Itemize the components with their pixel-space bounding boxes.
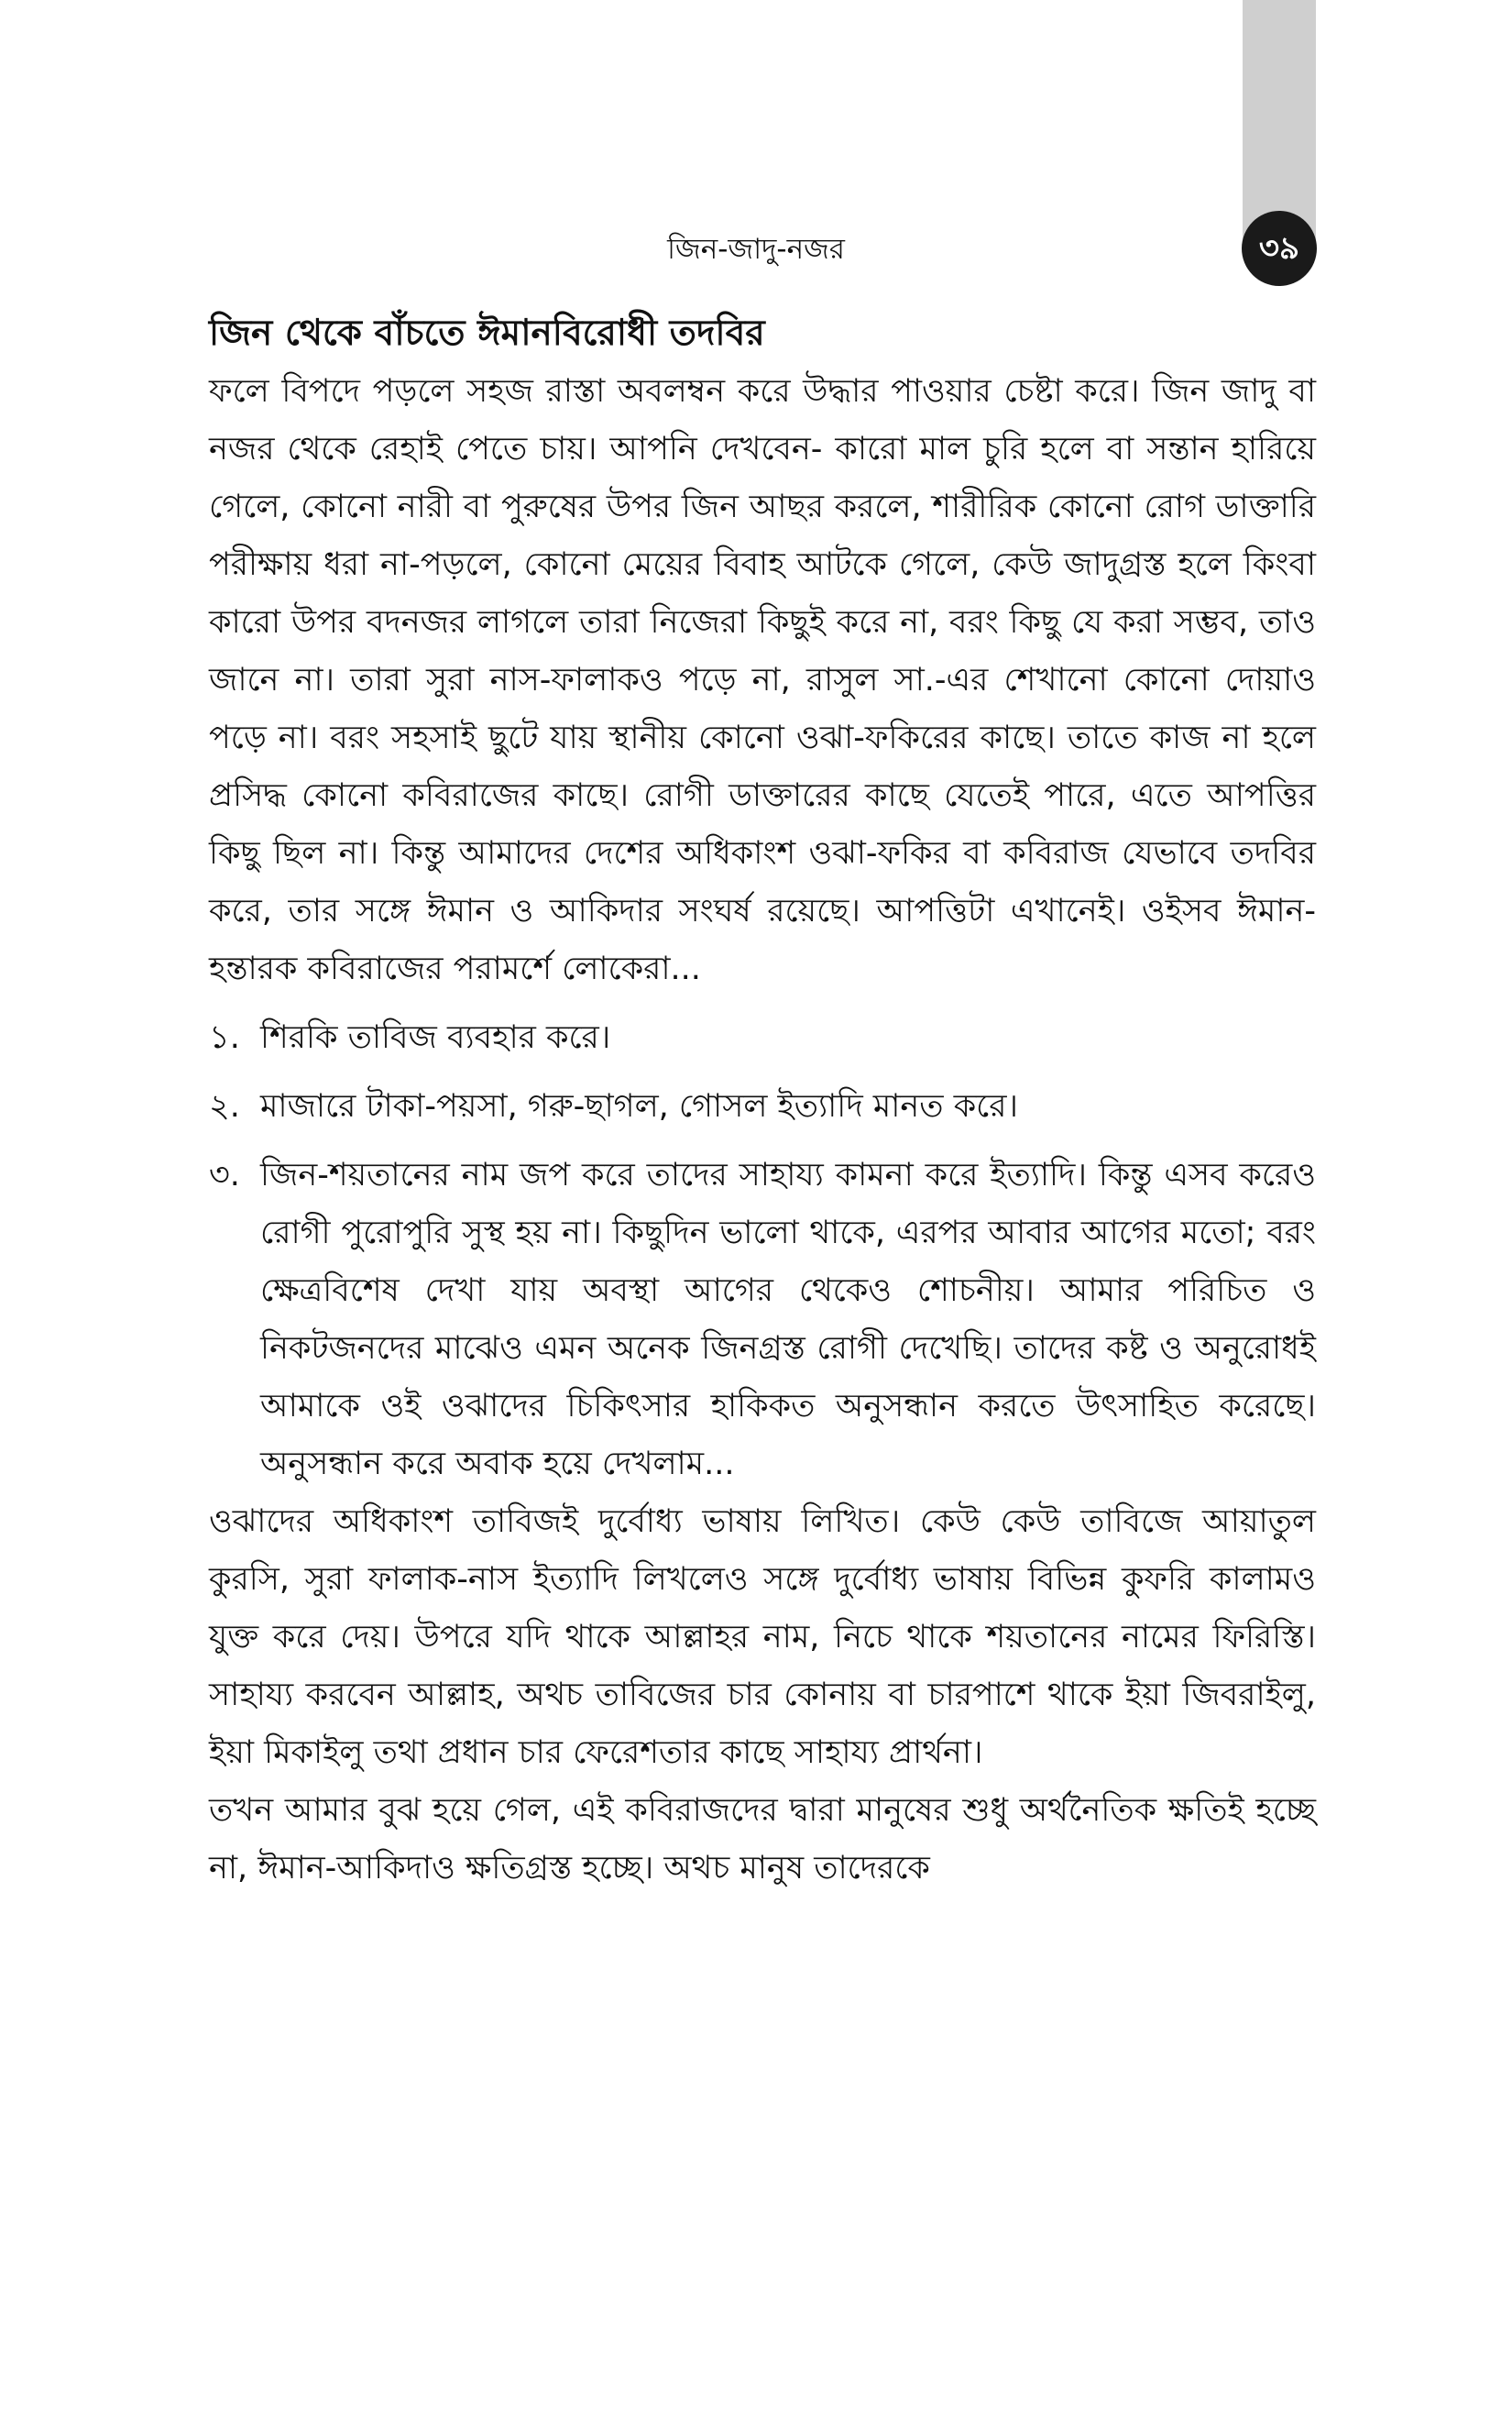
closing-paragraph: তখন আমার বুঝ হয়ে গেল, এই কবিরাজদের দ্বারা মানুষের শুধু অর্থনৈতিক ক্ষতিই হচ্ছে না, ঈমান-আকিদাও ক্ষতিগ্রস্ত হচ্ছে। অথচ মানুষ তাদেরকে	[209, 1792, 1316, 1886]
section-title: জিন থেকে বাঁচতে ঈমানবিরোধী তদবির	[209, 313, 765, 354]
running-head: জিন-জাদু-নজর	[667, 233, 845, 266]
list-text: শিরকি তাবিজ ব্যবহার করে।	[260, 1019, 611, 1056]
intro-paragraph: ফলে বিপদে পড়লে সহজ রাস্তা অবলম্বন করে উদ্ধার পাওয়ার চেষ্টা করে। জিন জাদু বা নজর থেকে রেহাই পেতে চায়। আপনি দেখবেন- কারো মাল চুরি হলে বা সন্তান হারিয়ে গেলে, কোনো নারী বা পুরুষের উপর জিন আছর করলে, শারীরিক কোনো রোগ ডাক্তারি পরীক্ষায় ধরা না-পড়লে, কোনো মেয়ের বিবাহ আটকে গেলে, কেউ জাদুগ্রস্ত হলে কিংবা কারো উপর বদনজর লাগলে তারা নিজেরা কিছুই করে না, বরং কিছু যে করা সম্ভব, তাও জানে না। তারা সুরা নাস-ফালাকও পড়ে না, রাসুল সা.-এর শেখানো কোনো দোয়াও পড়ে না। বরং সহসাই ছুটে যায় স্থানীয় কোনো ওঝা-ফকিরের কাছে। তাতে কাজ না হলে প্রসিদ্ধ কোনো কবিরাজের কাছে। রোগী ডাক্তারের কাছে যেতেই পারে, এতে আপত্তির কিছু ছিল না। কিন্তু আমাদের দেশের অধিকাংশ ওঝা-ফকির বা কবিরাজ যেভাবে তদবির করে, তার সঙ্গে ঈমান ও আকিদার সংঘর্ষ রয়েছে। আপত্তিটা এখানেই। ওইসব ঈমান-হন্তারক কবিরাজের পরামর্শে লোকেরা...	[209, 373, 1316, 987]
list-text: মাজারে টাকা-পয়সা, গরু-ছাগল, গোসল ইত্যাদি মানত করে।	[260, 1088, 1019, 1125]
list-item	[209, 1078, 1316, 1136]
page-number: ৩৯	[1242, 211, 1317, 286]
list-item	[209, 1147, 1316, 1493]
list-number: ৩.	[209, 1157, 240, 1194]
page-body	[209, 304, 1316, 1898]
list-item	[209, 1009, 1316, 1067]
quote-paragraph: ওঝাদের অধিকাংশ তাবিজই দুর্বোধ্য ভাষায় লিখিত। কেউ কেউ তাবিজে আয়াতুল কুরসি, সুরা ফালাক-নাস ইত্যাদি লিখলেও সঙ্গে দুর্বোধ্য ভাষায় বিভিন্ন কুফরি কালামও যুক্ত করে দেয়। উপরে যদি থাকে আল্লাহর নাম, নিচে থাকে শয়তানের নামের ফিরিস্তি। সাহায্য করবেন আল্লাহ, অথচ তাবিজের চার কোনায় বা চারপাশে থাকে ইয়া জিবরাইলু, ইয়া মিকাইলু তথা প্রধান চার ফেরেশতার কাছে সাহায্য প্রার্থনা।	[209, 1503, 1316, 1771]
list-text: জিন-শয়তানের নাম জপ করে তাদের সাহায্য কামনা করে ইত্যাদি। কিন্তু এসব করেও রোগী পুরোপুরি সুস্থ হয় না। কিছুদিন ভালো থাকে, এরপর আবার আগের মতো; বরং ক্ষেত্রবিশেষ দেখা যায় অবস্থা আগের থেকেও শোচনীয়। আমার পরিচিত ও নিকটজনদের মাঝেও এমন অনেক জিনগ্রস্ত রোগী দেখেছি। তাদের কষ্ট ও অনুরোধই আমাকে ওই ওঝাদের চিকিৎসার হাকিকত অনুসন্ধান করতে উৎসাহিত করেছে। অনুসন্ধান করে অবাক হয়ে দেখলাম...	[260, 1157, 1316, 1482]
list-number: ১.	[209, 1019, 240, 1056]
list-number: ২.	[209, 1088, 240, 1125]
